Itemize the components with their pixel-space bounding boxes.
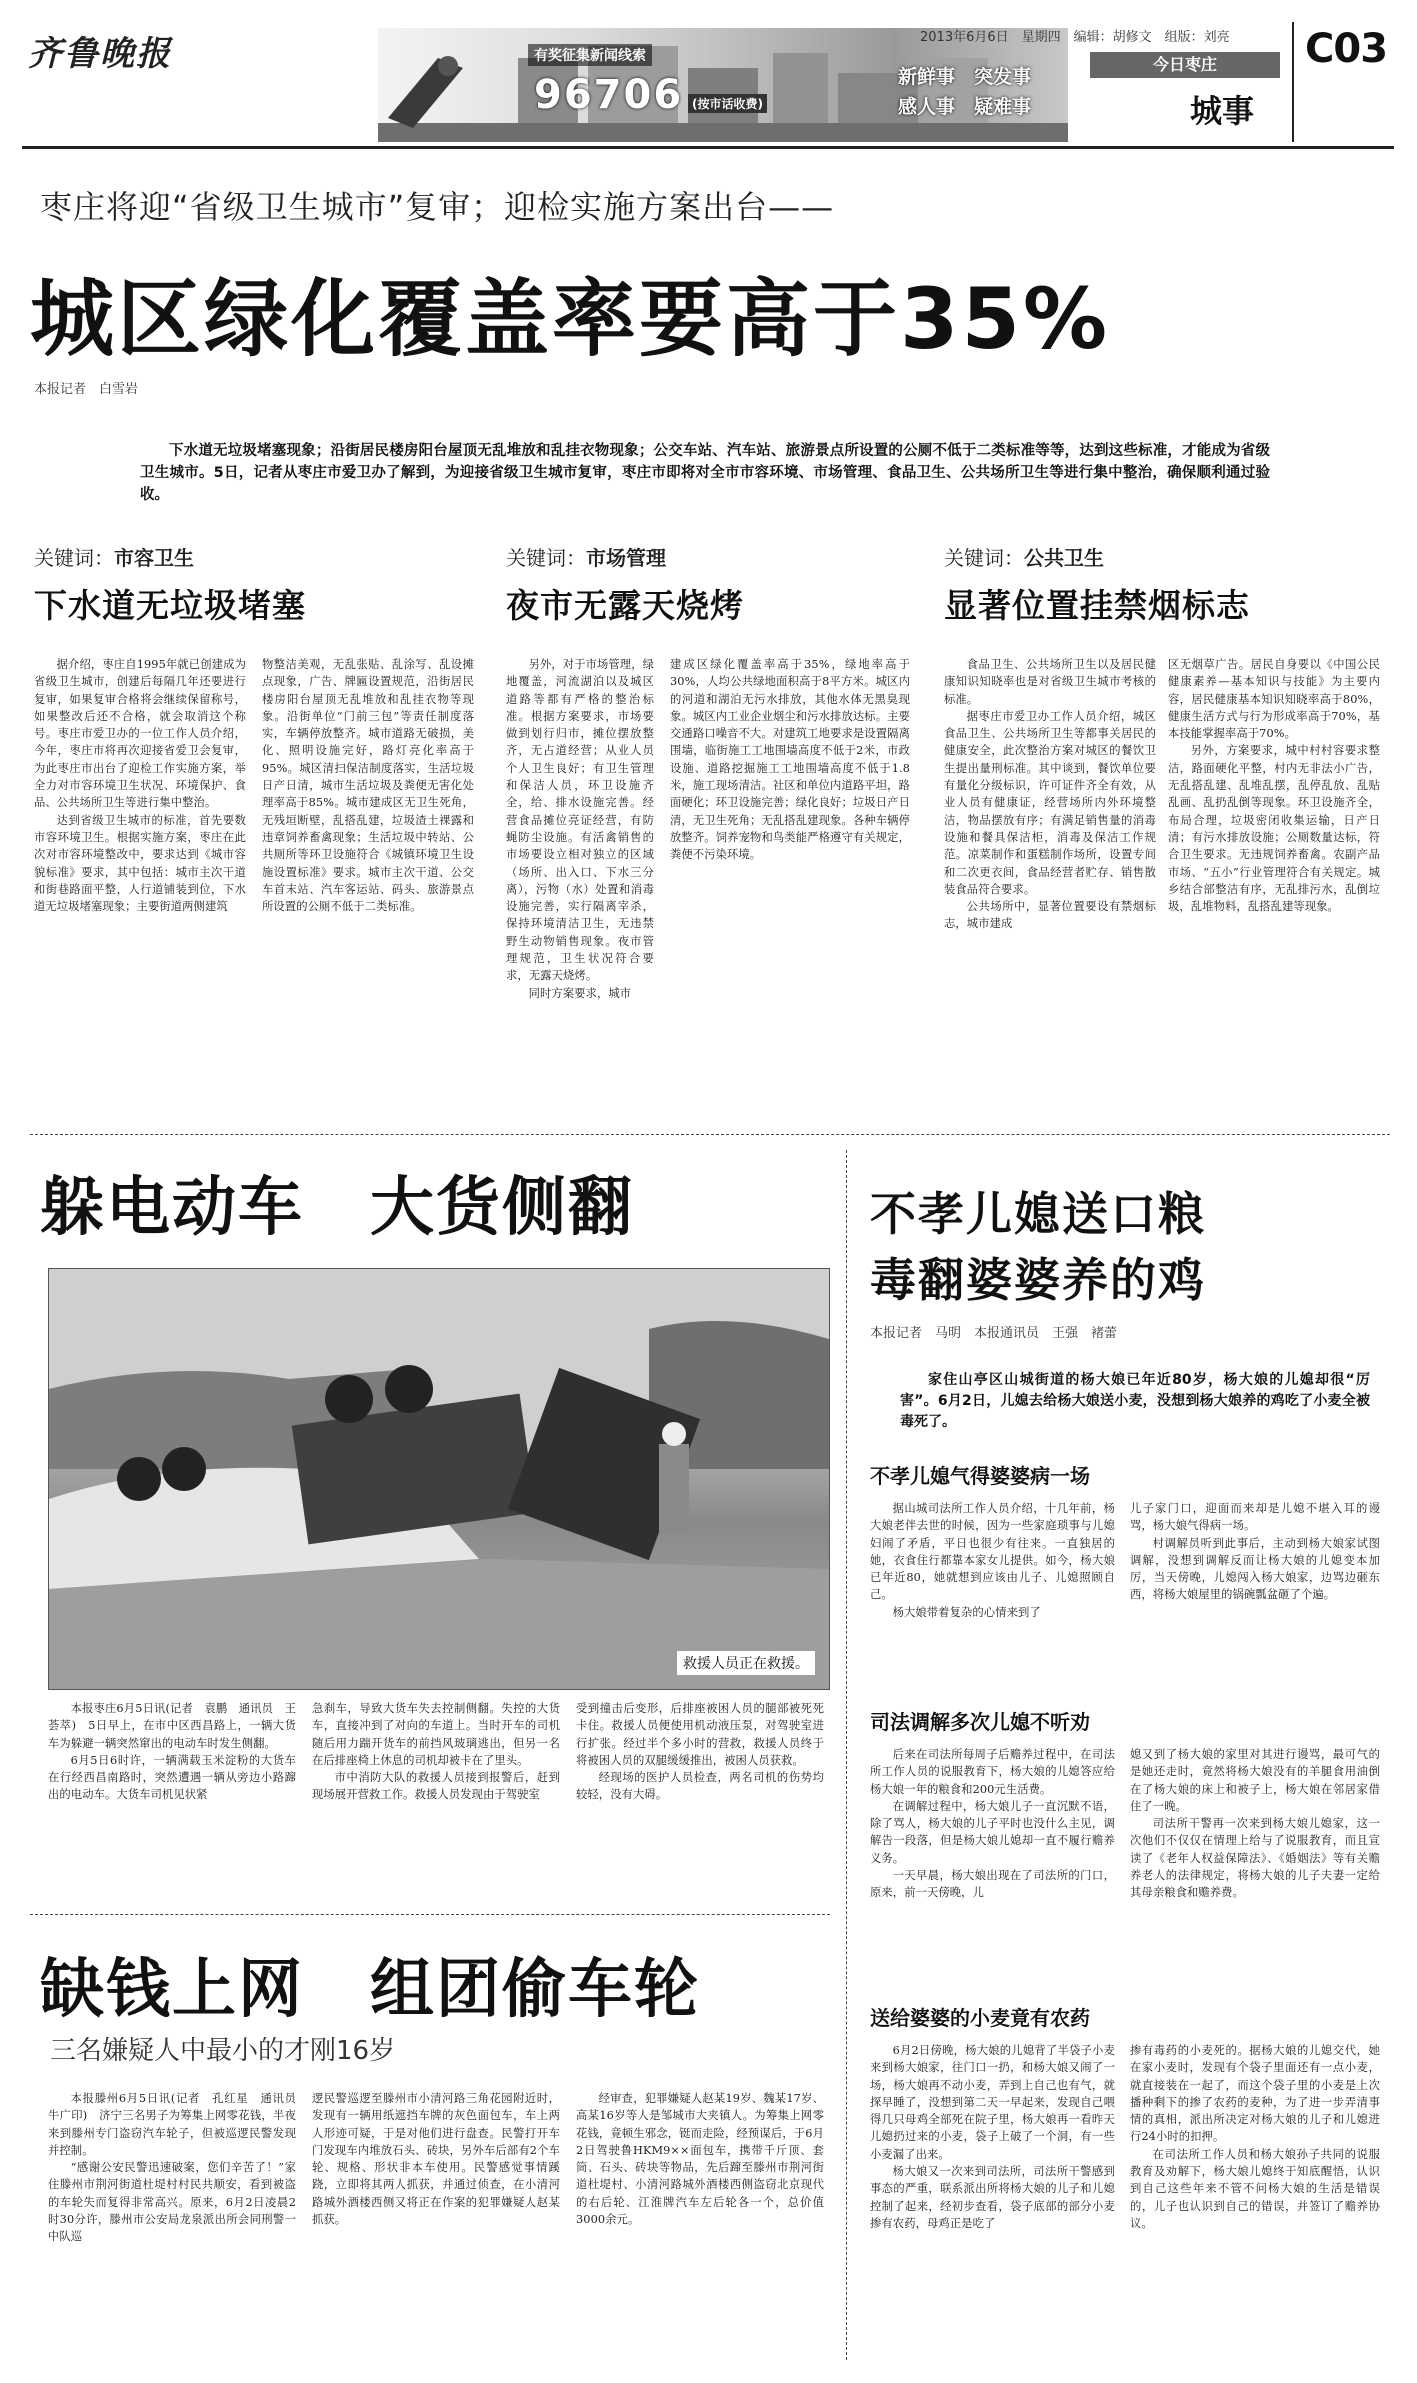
paragraph: 据山城司法所工作人员介绍，十几年前，杨大娘老伴去世的时候，因为一些家庭琐事与儿媳妇闹了矛盾，平日也很少有往来。一直独居的她，衣食住行都靠本家女儿提供。如今，杨大娘已年近80，她就想到应该由儿子、儿媳照顾自己。 [870, 1502, 1115, 1602]
keyword-3 [944, 542, 1104, 571]
paragraph: 村调解员听到此事后，主动到杨大娘家试图调解，没想到调解反而让杨大娘的儿媳变本加厉，当天傍晚，儿媳闯入杨大娘家，边骂边砸东西，将杨大娘屋里的锅碗瓢盆砸了个遍。 [1130, 1536, 1380, 1602]
grain-headline-1: 不孝儿媳送口粮 [870, 1187, 1206, 1241]
keyword-1 [34, 542, 194, 571]
keyword-value: 市场管理 [586, 546, 666, 570]
section-title-1: 下水道无垃圾堵塞 [34, 586, 306, 625]
paragraph: 6月2日傍晚，杨大娘的儿媳背了半袋子小麦来到杨大娘家，往门口一扔，和杨大娘又闹了一场，杨大娘再不动小麦，弄到上自己也有气，就探早睡了，没想到第二天一早起来，发现自己喂得几只母鸡全部死在院子里，杨大娘再一看昨天儿媳扔过来的小麦，袋子上破了一个洞，有一些小麦漏了出来。 [870, 2044, 1115, 2161]
lead-summary: 下水道无垃圾堵塞现象；沿街居民楼房阳台屋顶无乱堆放和乱挂衣物现象；公交车站、汽车站、旅游景点所设置的公厕不低于二类标准等等，达到这些标准，才能成为省级卫生城市。5日，记者从枣庄市爱卫办了解到，为迎接省级卫生城市复审，枣庄市即将对全市市容环境、市场管理、食品卫生、公共场所卫生等进行集中整治，确保顺利通过验收。 [140, 443, 1270, 503]
truck-column-1 [48, 1700, 296, 1804]
page-code: C03 [1305, 26, 1388, 72]
date-line: 2013年6月6日 星期四 编辑：胡修文 组版：刘亮 [920, 30, 1230, 45]
paragraph: 另外，对于市场管理，绿地覆盖，河流湖泊以及城区道路等都有严格的整治标准。根据方案要求，市场要做到划行归市，摊位摆放整齐，无占道经营；从业人员个人卫生良好；有卫生管理和保洁人员，环卫设施齐全，给、排水设施完善。经营食品摊位亮证经营，有防蝇防尘设施。有活禽销售的市场要设立相对独立的区域（场所、出入口、下水三分离），污物（水）处置和消毒设施完善，实行隔离宰杀，保持环境清洁卫生，无违禁野生动物销售现象。夜市管理规范，卫生状况符合要求，无露天烧烤。 [506, 658, 654, 983]
column-divider [846, 1150, 847, 2360]
paragraph: 经现场的医护人员检查，两名司机的伤势均较轻，没有大碍。 [576, 1771, 824, 1802]
internet-headline: 缺钱上网 组团偷车轮 [40, 1953, 700, 2027]
paragraph: 受到撞击后变形，后排座被困人员的腿部被死死卡住。救援人员便使用机动液压泵，对驾驶室进行扩张。经过半个多小时的营救，救援人员终于将被困人员的双腿缓缓推出，被困人员获救。 [576, 1702, 824, 1767]
section-title-3: 显著位置挂禁烟标志 [944, 586, 1250, 625]
grain-sec3-column-1 [870, 2042, 1115, 2232]
lead-headline: 城区绿化覆盖率要高于35% [30, 270, 1111, 368]
grain-section-3-title: 送给婆婆的小麦竟有农药 [870, 2006, 1090, 2030]
paragraph: 经审查，犯罪嫌疑人赵某19岁、魏某17岁、高某16岁等人是邹城市大夹镇人。为筹集上网零花钱，竟顿生邪念，铤而走险，经预谋后，于6月2日驾驶鲁HKM9××面包车，携带千斤顶、套筒、石头、砖块等物品，先后蹿至滕州市荆河街道杜堤村、小清河路城外酒楼西侧盗窃北京现代的右后轮、江淮牌汽车左后轮各一个，总价值3000余元。 [576, 2092, 824, 2227]
grain-byline: 本报记者 马明 本报通讯员 王强 褚蕾 [870, 1326, 1118, 1341]
section-1-column-2 [262, 656, 474, 915]
paragraph: 同时方案要求，城市 [528, 986, 632, 1000]
paper-name: 齐鲁晚报 [28, 34, 172, 74]
internet-subhead: 三名嫌疑人中最小的才刚16岁 [50, 2036, 396, 2066]
page-divider [1292, 22, 1294, 142]
section-3-column-2 [1168, 656, 1380, 915]
paragraph: 6月5日6时许，一辆满载玉米淀粉的大货车在行经西昌南路时，突然遭遇一辆从旁边小路蹿出的电动车。大货车司机见状紧 [48, 1753, 296, 1802]
internet-column-3 [576, 2090, 824, 2228]
grain-sec2-column-2 [1130, 1746, 1380, 1902]
grain-headline-2: 毒翻婆婆养的鸡 [870, 1253, 1206, 1307]
section-title-2: 夜市无露天烧烤 [506, 586, 744, 625]
paragraph: 据枣庄市爱卫办工作人员介绍，城区食品卫生、公共场所卫生等都事关居民的健康安全，此次整治方案对城区的餐饮卫生提出量刑标准。其中谈到，餐饮单位要有量化分级标识，许可证件齐全有效，从业人员有健康证，经营场所内外环境整洁，物品摆放有序；有满足销售量的消毒设施和餐具保洁柜，消毒及保洁工作规范。凉菜制作和蛋糕制作场所，设置专间和二次更衣间，食品经营者贮存、销售散装食品符合要求。 [944, 709, 1156, 896]
section-3-column-1 [944, 656, 1156, 933]
truck-column-2 [312, 1700, 560, 1804]
keyword-value: 公共卫生 [1024, 546, 1104, 570]
paragraph: 急刹车，导致大货车失去控制侧翻。失控的大货车，直接冲到了对向的车道上。当时开车的司机随后用力踹开货车的前挡风玻璃逃出，但另一名在后排座椅上休息的司机却被卡在了里头。 [312, 1702, 560, 1767]
grain-section-2-title: 司法调解多次儿媳不听劝 [870, 1710, 1090, 1734]
section-1-column-1 [34, 656, 246, 915]
hotline-label: 有奖征集新闻线索 [528, 44, 652, 66]
paragraph: 公共场所中，显著位置要设有禁烟标志，城市建成 [944, 900, 1156, 931]
lead-byline: 本报记者 白雪岩 [34, 382, 139, 397]
section-divider [30, 1914, 830, 1915]
keyword-2 [506, 542, 666, 571]
slogan-line-1: 新鲜事 突发事 [898, 66, 1032, 88]
paragraph: 掺有毒药的小麦死的。据杨大娘的儿媳交代，她在家小麦时，发现有个袋子里面还有一点小麦，就直接装在一起了，而这个袋子里的小麦是上次播种剩下的掺了农药的麦种，为了进一步弄清事情的真相，派出所决定对杨大娘的儿子和儿媳进行24小时的扣押。 [1130, 2044, 1380, 2144]
paragraph: 司法所干警再一次来到杨大娘儿媳家，这一次他们不仅仅在情理上给与了说服教育，而且宣读了《老年人权益保障法》、《婚姻法》等有关赡养老人的法律规定，将杨大娘的儿子夫妻一定给其母亲粮食和赡养费。 [1130, 1817, 1380, 1900]
paragraph: 本报滕州6月5日讯(记者 孔红星 通讯员 牛广印) 济宁三名男子为筹集上网零花钱，半夜来到滕州专门盗窃汽车轮子，但被巡逻民警发现并控制。 [48, 2092, 308, 2157]
paragraph: 媳又到了杨大娘的家里对其进行谩骂，最可气的是她还走时，竟然将杨大娘没有的羊腿食用油倒在了杨大娘的床上和被子上，杨大娘在邻居家借住了一晚。 [1130, 1748, 1380, 1813]
section-name: 城事 [1190, 92, 1255, 130]
section-2-column-1 [506, 656, 654, 1002]
grain-sec2-column-1 [870, 1746, 1115, 1902]
truck-photo [48, 1268, 830, 1690]
masthead-rule [22, 146, 1394, 149]
lead-kicker: 枣庄将迎“省级卫生城市”复审；迎检实施方案出台—— [40, 188, 835, 226]
paragraph: 区无烟草广告。居民自身要以《中国公民健康素养—基本知识与技能》为主要内容，居民健康基本知识知晓率高于80%，健康生活方式与行为形成率高于70%，基本技能掌握率高于70%。 [1168, 658, 1380, 741]
keyword-label: 关键词： [34, 546, 114, 570]
section-label: 今日枣庄 [1090, 52, 1280, 78]
internet-column-1 [48, 2090, 308, 2246]
paragraph: 物整洁美观，无乱张贴、乱涂写、乱设摊点现象，广告、牌匾设置规范，沿街居民楼房阳台屋顶无乱堆放和乱挂衣物等现象。沿街单位“门前三包”等责任制度落实，车辆停放整齐。城市道路无破损，美化、照明设施完好，路灯亮化率高于95%。城区清扫保洁制度落实，生活垃圾日产日清，城市生活垃圾及粪便无害化处理率高于85%。城市建成区无卫生死角，无残垣断壁，乱搭乱建，垃圾渣土裸露和违章饲养畜禽现象；生活垃圾中转站、公共厕所等环卫设施符合《城镇环境卫生设施设置标准》要求。城市主次干道、公交车首末站、汽车客运站、码头、旅游景点所设置的公厕不低于二类标准。 [262, 658, 474, 914]
masthead-banner [378, 28, 1068, 142]
paragraph: 在调解过程中，杨大娘儿子一直沉默不语，除了骂人，杨大娘的儿子平时也没什么主见，调解告一段落，但是杨大娘儿媳却一直不履行赡养义务。 [870, 1799, 1115, 1865]
keyword-label: 关键词： [944, 546, 1024, 570]
grain-sec1-column-1 [870, 1500, 1115, 1621]
section-divider [30, 1134, 1390, 1135]
paragraph: 另外，方案要求，城中村村容要求整洁，路面硬化平整，村内无非法小广告，无乱搭乱建、乱堆乱摆，乱停乱放、乱贴乱画、乱扔乱倒等现象。环卫设施齐全，布局合理，垃圾密闭收集运输，日产日清；有污水排放设施；公厕数量达标，符合卫生要求。无违规饲养畜禽。农副产品市场、“五小”行业管理符合有关规定。城乡结合部整洁有序，无乱排污水，乱倒垃圾，乱堆物料，乱搭乱建等现象。 [1168, 744, 1380, 914]
internet-column-2 [312, 2090, 560, 2228]
paragraph: 逻民警巡逻至滕州市小清河路三角花园附近时，发现有一辆用纸遮挡车牌的灰色面包车，车上两人形迹可疑，于是对他们进行盘查。民警打开车门发现车内堆放石头、砖块，另外车后部有2个车轮、规格、形状非本车使用。民警感觉事情蹊跷，立即将其两人抓获，并通过侦查，在小清河路城外酒楼西侧又将正在作案的犯罪嫌疑人赵某抓获。 [312, 2092, 560, 2227]
overturned-truck-image [49, 1269, 829, 1689]
paragraph: 一天早晨，杨大娘出现在了司法所的门口，原来，前一天傍晚，儿 [870, 1869, 1115, 1900]
slogan-line-2: 感人事 疑难事 [898, 96, 1032, 118]
paragraph: 本报枣庄6月5日讯(记者 袁鹏 通讯员 王荟萃) 5日早上，在市中区西昌路上，一辆大货车为躲避一辆突然窜出的电动车时发生侧翻。 [48, 1702, 296, 1750]
hotline-number: 96706 [534, 72, 684, 118]
paragraph: 在司法所工作人员和杨大娘孙子共同的说服教育及劝解下，杨大娘儿媳终于知底醒悟，认识到自己这些年来不管不问杨大娘的生活是错误的，儿子也认识到自己的错误，并签订了赡养协议。 [1130, 2147, 1380, 2230]
truck-headline: 躲电动车 大货侧翻 [40, 1171, 634, 1245]
paragraph: 杨大娘带着复杂的心情来到了 [892, 1605, 1041, 1619]
keyword-value: 市容卫生 [114, 546, 194, 570]
paragraph: 后来在司法所每周子后赡养过程中，在司法所工作人员的说服教育下，杨大娘的儿媳答应给杨大娘一年的粮食和200元生活费。 [870, 1748, 1115, 1796]
paragraph: 建成区绿化覆盖率高于35%，绿地率高于30%，人均公共绿地面积高于8平方米。城区内的河道和湖泊无污水排放，其他水体无黑臭现象。城区内工业企业烟尘和污水排放达标。主要交通路口噪音不大。对建筑工地要求是设置隔离围墙，临街施工工地围墙高度不低于2米，市政设施、道路挖掘施工工地围墙高度不低于1.8米，施工现场清洁。社区和单位内道路平坦，路面硬化；环卫设施完善；绿化良好；垃圾日产日清，无卫生死角；无乱搭乱建现象。各种车辆停放整齐。饲养宠物和鸟类能严格遵守有关规定，粪便不污染环境。 [670, 658, 910, 862]
paragraph: 据介绍，枣庄自1995年就已创建成为省级卫生城市，创建后每隔几年还要进行复审，如果复审合格将会继续保留称号，如果整改后还不合格，就会取消这个称号。枣庄市爱卫办的一位工作人员介绍，今年，枣庄市将再次迎接省爱卫会复审，为此枣庄市出台了迎检工作实施方案，举全力对市容环境卫生状况、环境保护、食品、公共场所卫生等进行集中整治。 [34, 658, 246, 810]
paragraph: 市中消防大队的救援人员接到报警后，赶到现场展开营救工作。救援人员发现由于驾驶室 [312, 1771, 560, 1802]
grain-sec1-column-2 [1130, 1500, 1380, 1604]
truck-column-3 [576, 1700, 824, 1804]
paragraph: 食品卫生、公共场所卫生以及居民健康知识知晓率也是对省级卫生城市考核的标准。 [944, 658, 1156, 706]
paragraph: 儿子家门口，迎面而来却是儿媳不堪入耳的谩骂，杨大娘气得病一场。 [1130, 1502, 1380, 1533]
keyword-label: 关键词： [506, 546, 586, 570]
section-2-column-2 [670, 656, 910, 864]
grain-sec3-column-2 [1130, 2042, 1380, 2232]
grain-section-1-title: 不孝儿媳气得婆婆病一场 [870, 1464, 1090, 1488]
grain-lead: 家住山亭区山城街道的杨大娘已年近80岁，杨大娘的儿媳却很“厉害”。6月2日，儿媳去给杨大娘送小麦，没想到杨大娘养的鸡吃了小麦全被毒死了。 [900, 1372, 1370, 1430]
paragraph: 杨大娘又一次来到司法所，司法所干警感到事态的严重，联系派出所将杨大娘的儿子和儿媳控制了起来，经初步查看，袋子底部的部分小麦掺有农药，母鸡正是吃了 [870, 2165, 1115, 2230]
hotline-note: (按市话收费) [688, 94, 767, 113]
paragraph: 达到省级卫生城市的标准，首先要数市容环境卫生。根据实施方案，枣庄在此次对市容环境整改中，要求达到《城市容貌标准》要求，其中包括：城市主次干道和街巷路面平整，人行道铺装到位，下水道无垃圾堵塞现象；主要街道两侧建筑 [34, 813, 246, 914]
photo-caption: 救援人员正在救援。 [677, 1651, 815, 1675]
paragraph: “感谢公安民警迅速破案，您们辛苦了！”家住滕州市荆河街道杜堤村村民共顺安，看到被盗的车轮失而复得非常高兴。原来，6月2日凌晨2时30分许，滕州市公安局龙泉派出所会同刑警一中队巡 [48, 2161, 296, 2244]
